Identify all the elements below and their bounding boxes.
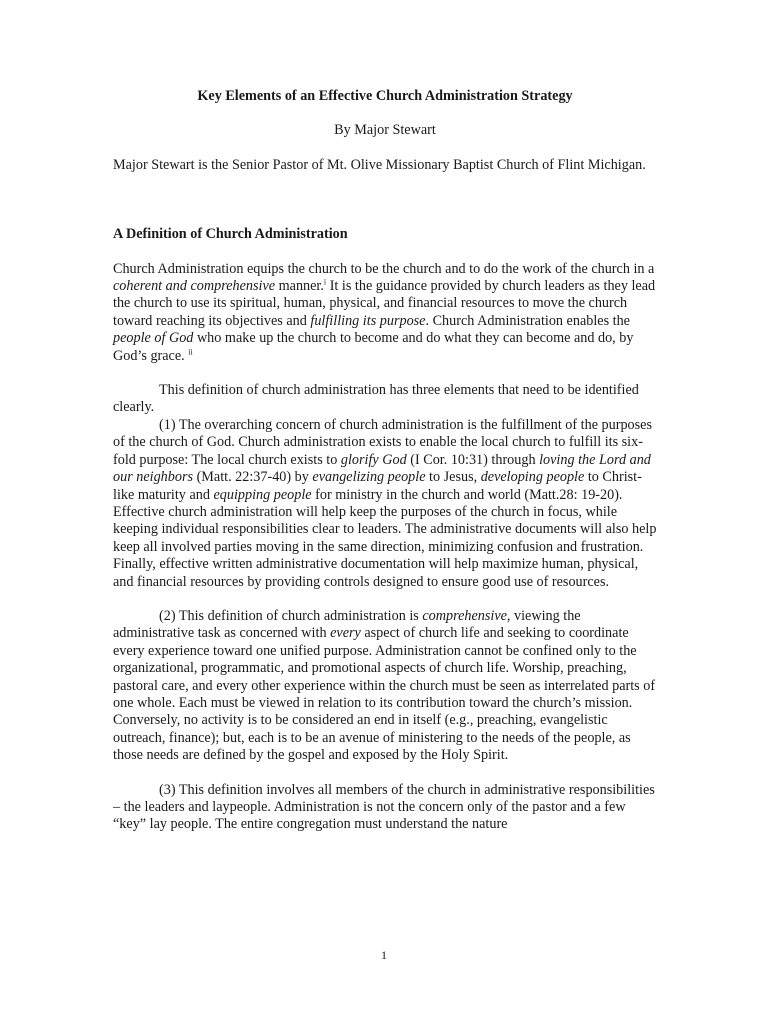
page-number: 1 [381,948,387,962]
document-byline: By Major Stewart [334,122,436,139]
paragraph-definition: Church Administration equips the church to be the church and to do the work of the church in a coherent and comprehensive manner.$^i$ It is the guidance provided by church leaders as they lead the church to use its spiritual, human, physical, and financial resources to move the church toward reaching its objectives and fulfilling its purpose. Church Administration enables the people of God who make up the church to become and do what they can become and do, by God’s grace. $^{ii}$ [113,260,656,364]
paragraph-element-2: (2) This definition of church administration is comprehensive, viewing the administrative task as concerned with every aspect of church life and seeking to coordinate every experience toward one unified purpose. Administration cannot be confined only to the organizational, programmatic, and promotional aspects of church life. Worship, preaching, pastoral care, and every other experience within the church must be seen as interrelated parts of one whole. Each must be viewed in relation to its contribution toward the church’s mission. Conversely, no activity is to be considered an end in itself (e.g., preaching, evangelistic outreach, finance); but, each is to be an avenue of ministering to the needs of the people, as those needs are defined by the gospel and exposed by the Holy Spirit. [113,607,656,764]
author-note: Major Stewart is the Senior Pastor of Mt. Olive Missionary Baptist Church of Flint Michigan. [113,156,646,173]
document-page [113,88,657,834]
paragraph-element-3: (3) This definition involves all members of the church in administrative responsibilities – the leaders and laypeople. Administration is not the concern only of the pastor and a few “key” lay people. The entire congregation must understand the nature [113,781,655,833]
section-heading: A Definition of Church Administration [113,226,348,243]
paragraph-element-1: (1) The overarching concern of church administration is the fulfillment of the purposes of the church of God. Church administration exists to enable the local church to fulfill its six-fold purpose: The local church exists to glorify God (I Cor. 10:31) through loving the Lord and our neighbors (Matt. 22:37-40) by evangelizing people to Jesus, developing people to Christ-like maturity and equipping people for ministry in the church and world (Matt.28: 19-20). Effective church administration will help keep the purposes of the church in focus, while keeping individual responsibilities clear to leaders. The administrative documents will also help keep all involved parties moving in the same direction, minimizing confusion and frustration. Finally, effective written administrative documentation will help maximize human, physical, and financial resources by providing controls designed to ensure good use of resources. [113,416,657,590]
paragraph-three-elements: This definition of church administration has three elements that need to be identified clearly. [113,382,639,416]
footnote-marker-ii[interactable]: ii [188,346,193,356]
footnote-marker-i[interactable]: i [323,277,327,287]
document-title: Key Elements of an Effective Church Administration Strategy [197,88,573,104]
